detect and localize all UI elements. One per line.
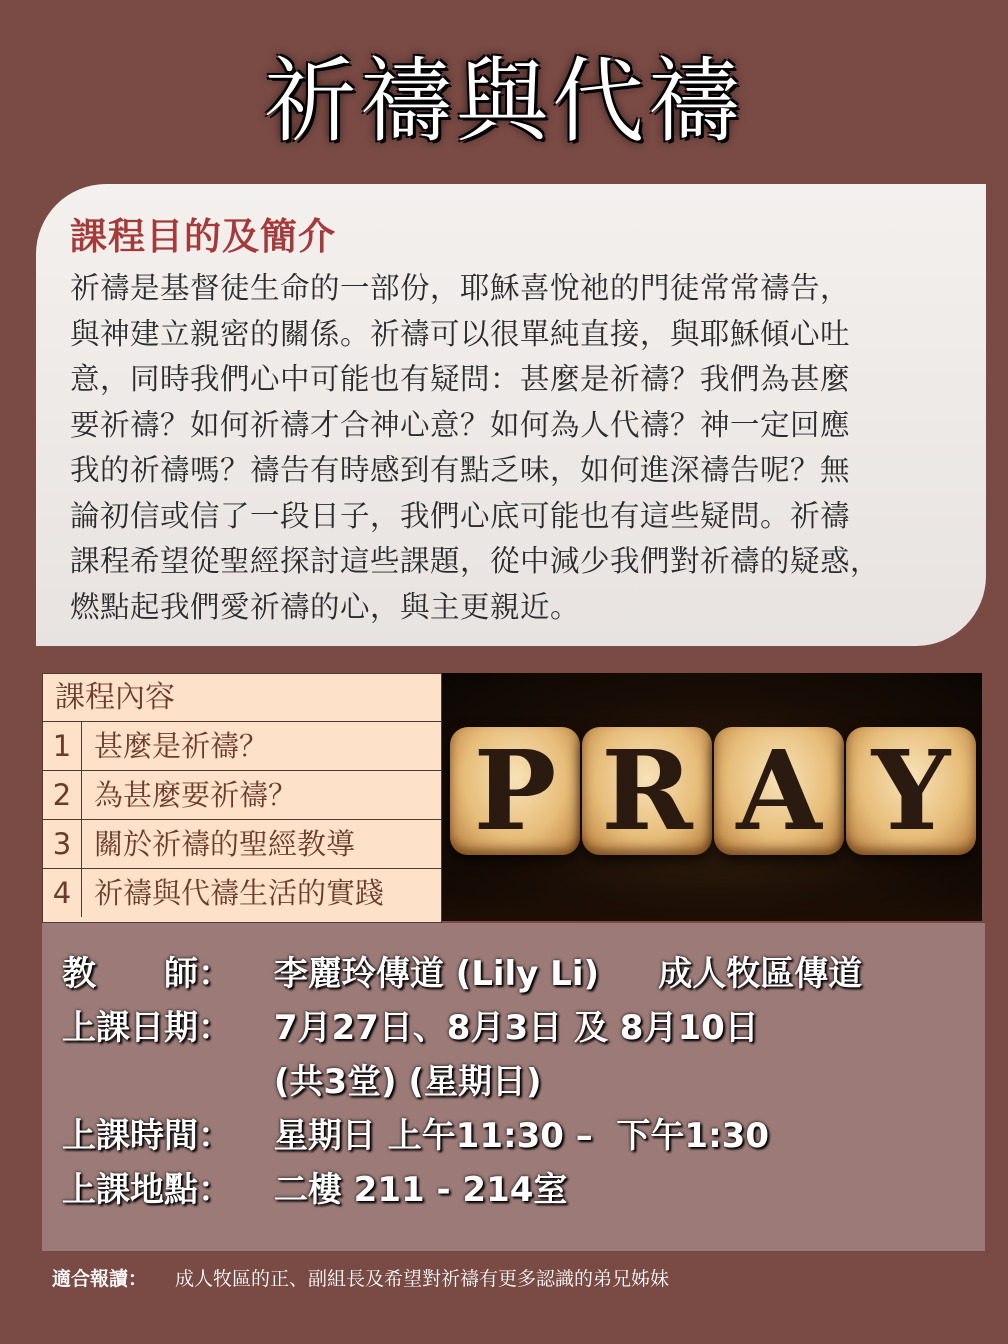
course-heading: 課程內容 [43, 674, 441, 722]
photo-floor-shadow [442, 881, 982, 921]
intro-line: 燃點起我們愛祈禱的心，與主更親近。 [70, 589, 581, 624]
course-row-number: 3 [43, 820, 82, 868]
letter-block-y: Y [846, 727, 976, 855]
course-row [43, 722, 441, 771]
time-row [62, 1109, 985, 1163]
intro-line: 祈禱是基督徒生命的一部份，耶穌喜悅祂的門徒常常禱告， [70, 271, 851, 305]
intro-heading: 課程目的及簡介 [70, 215, 336, 258]
letter-block-r: R [582, 727, 712, 855]
course-row-title: 祈禱與代禱生活的實踐 [94, 876, 385, 910]
intro-body [70, 266, 956, 630]
pray-blocks-photo [442, 673, 982, 921]
date-row [62, 1001, 985, 1055]
intro-line: 與神建立親密的關係。祈禱可以很單純直接，與耶穌傾心吐 [70, 316, 851, 351]
time-value: 星期日 上午11:30 – 下午1:30 [262, 1116, 769, 1156]
place-row [62, 1163, 985, 1217]
date-label-spacer [62, 1055, 262, 1109]
course-row-title: 關於祈禱的聖經教導 [94, 827, 356, 861]
course-row-number: 4 [43, 869, 82, 917]
place-value: 二樓 211 - 214室 [262, 1170, 568, 1210]
course-row-number: 2 [43, 771, 82, 819]
course-row-number: 1 [43, 722, 82, 770]
teacher-value: 李麗玲傳道 (Lily Li) 成人牧區傳道 [262, 954, 863, 994]
audience-note [52, 1264, 669, 1291]
course-row [43, 820, 441, 869]
intro-line: 意，同時我們心中可能也有疑問：甚麼是祈禱？我們為甚麼 [70, 362, 851, 396]
intro-panel [36, 184, 986, 646]
intro-line: 我的祈禱嗎？禱告有時感到有點乏味，如何進深禱告呢？無 [70, 453, 851, 487]
date-value-extra: (共3堂) (星期日) [262, 1062, 542, 1102]
intro-line: 要祈禱？如何祈禱才合神心意？如何為人代禱？神一定回應 [70, 407, 851, 442]
date-label: 上課日期： [62, 1008, 232, 1048]
letter-block-p: P [450, 727, 580, 855]
intro-line: 課程希望從聖經探討這些課題，從中減少我們對祈禱的疑惑， [70, 544, 881, 578]
audience-label: 適合報讀： [52, 1268, 148, 1290]
place-label: 上課地點： [62, 1170, 232, 1210]
class-info-panel [42, 923, 985, 1251]
teacher-row [62, 947, 985, 1001]
time-label: 上課時間： [62, 1116, 232, 1156]
course-row-title: 為甚麼要祈禱？ [94, 778, 298, 812]
course-row [43, 869, 441, 917]
audience-text: 成人牧區的正、副組長及希望對祈禱有更多認識的弟兄姊妹 [175, 1268, 670, 1290]
letter-block-a: A [714, 727, 844, 855]
course-row [43, 771, 441, 820]
teacher-label: 教 師： [62, 954, 232, 994]
date-value: 7月27日、8月3日 及 8月10日 [262, 1008, 759, 1048]
page-title: 祈禱與代禱 [263, 48, 744, 155]
course-table [42, 673, 442, 923]
course-row-title: 甚麼是祈禱？ [94, 729, 269, 763]
date-row-continued [62, 1055, 985, 1109]
intro-line: 論初信或信了一段日子，我們心底可能也有這些疑問。祈禱 [70, 498, 851, 533]
